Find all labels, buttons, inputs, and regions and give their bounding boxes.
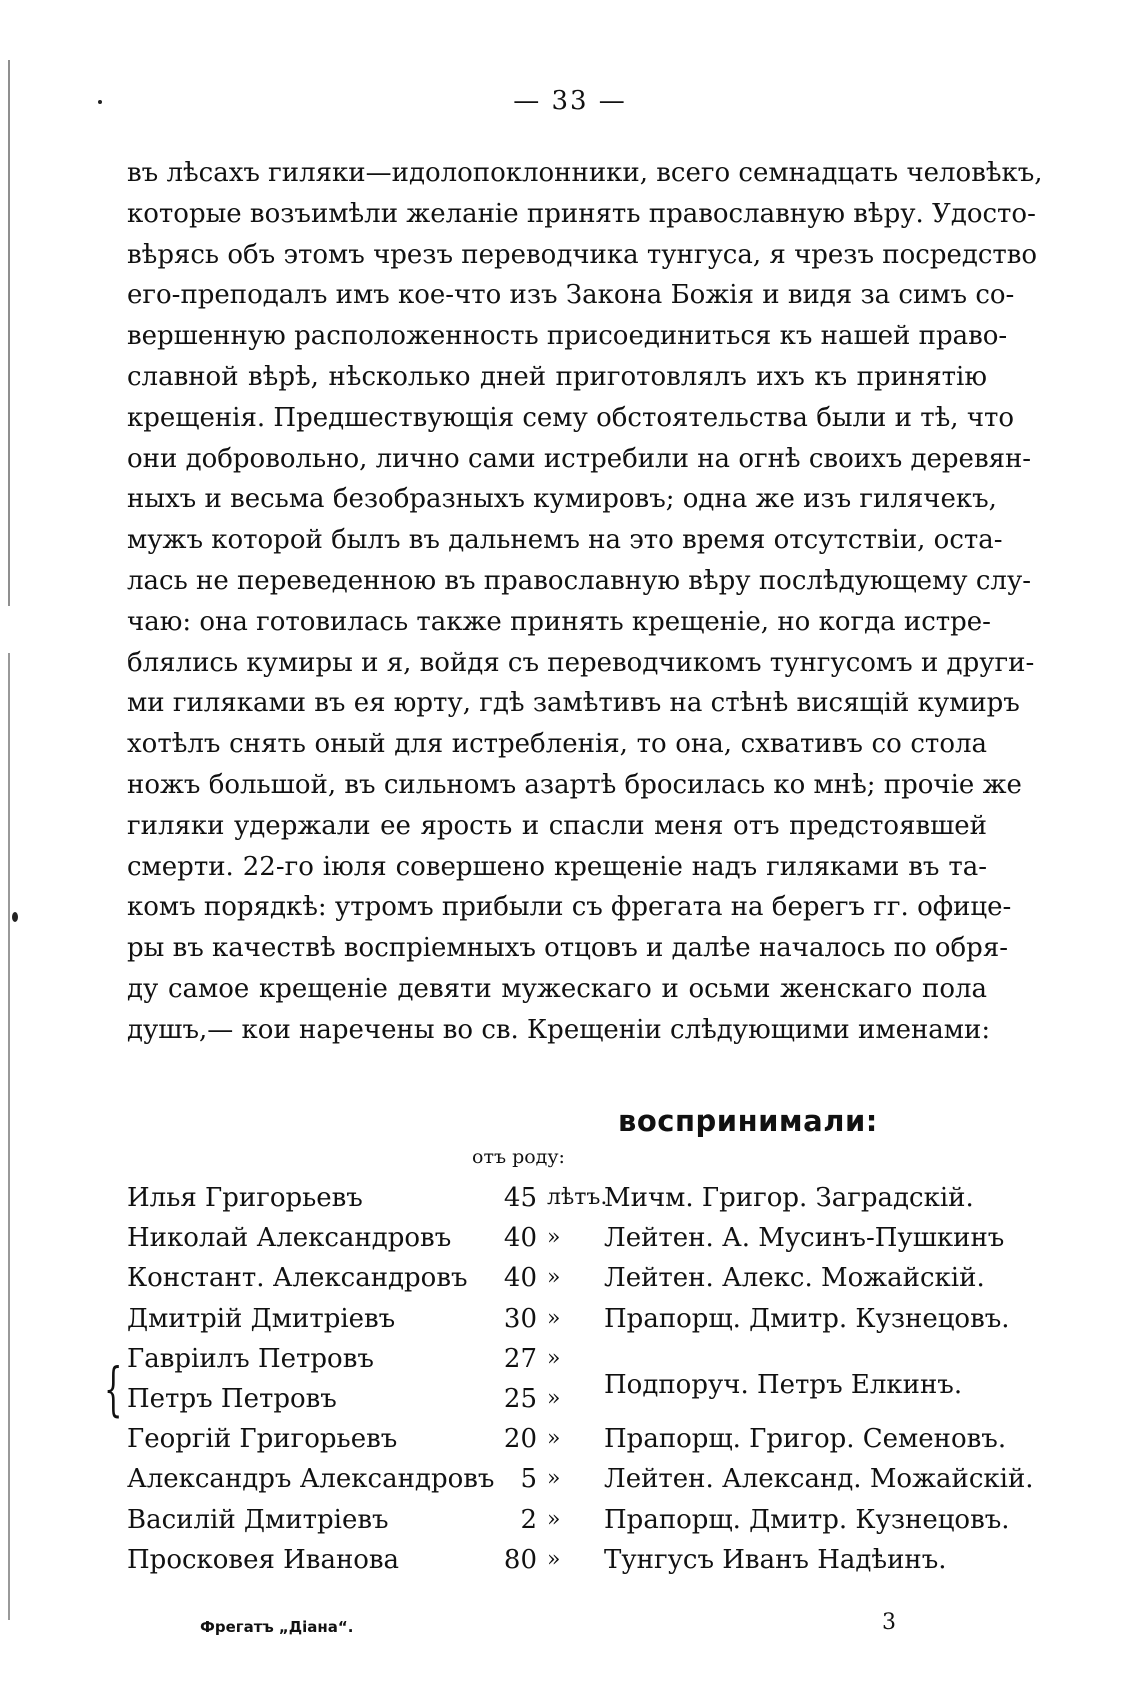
- table-row: [127, 1540, 997, 1580]
- paragraph-line: которые возъимѣли желаніе принять православную вѣру. Удосто-: [127, 198, 1036, 229]
- sponsor-name: Лейтен. А. Мусинъ-Пушкинъ: [604, 1223, 1005, 1254]
- paragraph-line: хотѣлъ снять оный для истребленія, то она, схвативъ со стола: [127, 729, 987, 760]
- person-age: 25: [503, 1383, 537, 1414]
- person-name: Петръ Петровъ: [127, 1383, 337, 1414]
- age-unit: »: [547, 1265, 561, 1291]
- paragraph-line: гиляки удержали ее ярость и спасли меня отъ предстоявшей: [127, 810, 987, 841]
- sponsor-name: Прапорщ. Дмитр. Кузнецовъ.: [604, 1303, 1010, 1334]
- paragraph-line: блялись кумиры и я, войдя съ переводчикомъ тунгусомъ и други-: [127, 647, 1035, 678]
- person-name: Дмитрій Дмитріевъ: [127, 1303, 396, 1334]
- table-row: [127, 1299, 1010, 1339]
- paragraph-line: крещенія. Предшествующія сему обстоятельства были и тѣ, что: [127, 402, 1015, 433]
- paragraph-line: они добровольно, лично сами истребили на огнѣ своихъ деревян-: [127, 443, 1032, 474]
- person-name: Илья Григорьевъ: [127, 1183, 363, 1213]
- paragraph-line: его-преподалъ имъ кое-что изъ Закона Божія и видя за симъ со-: [127, 280, 1015, 311]
- body-paragraph: [127, 153, 1043, 1051]
- sponsors-heading: воспринимали:: [618, 1104, 878, 1138]
- person-age: 5: [520, 1464, 537, 1495]
- person-name: Георгій Григорьевъ: [127, 1424, 398, 1455]
- table-row: [127, 1178, 997, 1218]
- paragraph-line: ду самое крещеніе девяти мужескаго и осьми женскаго пола: [127, 973, 987, 1004]
- table-row: [127, 1218, 1005, 1258]
- age-unit: »: [547, 1385, 561, 1411]
- sponsor-name: Лейтен. Александ. Можайскій.: [604, 1464, 1034, 1495]
- ink-spot: [12, 912, 18, 922]
- paragraph-line: славной вѣрѣ, нѣсколько дней приготовлялъ ихъ къ принятію: [127, 361, 987, 392]
- person-age: 40: [503, 1223, 537, 1254]
- age-unit: »: [547, 1506, 561, 1532]
- person-age: 40: [503, 1263, 537, 1294]
- age-unit: »: [547, 1305, 561, 1331]
- person-name: Николай Александровъ: [127, 1223, 452, 1254]
- person-age: 45: [503, 1183, 537, 1213]
- person-name: Александръ Александровъ: [127, 1464, 495, 1495]
- person-age: 27: [503, 1343, 537, 1374]
- paragraph-line: мужъ которой былъ въ дальнемъ на это время отсутствіи, оста-: [127, 525, 1003, 556]
- person-age: 30: [503, 1303, 537, 1334]
- age-unit: »: [547, 1345, 561, 1371]
- paragraph-line: смерти. 22-го іюля совершено крещеніе надъ гиляками въ та-: [127, 851, 987, 882]
- person-age: 2: [520, 1504, 537, 1535]
- sponsor-name: Мичм. Григор. Заградскій.: [604, 1183, 974, 1213]
- paragraph-line: вѣрясь объ этомъ чрезъ переводчика тунгуса, я чрезъ посредство: [127, 239, 1038, 270]
- table-row: [127, 1459, 1034, 1499]
- footer-title: Фрегатъ „Діана“.: [200, 1618, 354, 1636]
- age-unit: »: [547, 1546, 561, 1572]
- grouping-brace: {: [104, 1355, 123, 1423]
- table-row: [127, 1500, 1010, 1540]
- page-number: — 33 —: [513, 86, 627, 116]
- sponsor-name: Прапорщ. Дмитр. Кузнецовъ.: [604, 1504, 1010, 1535]
- paragraph-line: вершенную расположенность присоединиться къ нашей право-: [127, 321, 1008, 352]
- table-row: [127, 1258, 997, 1298]
- age-unit: »: [547, 1466, 561, 1492]
- age-unit: »: [547, 1225, 561, 1251]
- age-unit: »: [547, 1426, 561, 1452]
- person-name: Василій Дмитріевъ: [127, 1504, 389, 1535]
- paragraph-line: лась не переведенною въ православную вѣру послѣдующему слу-: [127, 565, 1032, 596]
- person-name: Просковея Иванова: [127, 1544, 400, 1575]
- paragraph-line: ныхъ и весьма безобразныхъ кумировъ; одна же изъ гилячекъ,: [127, 484, 997, 515]
- paragraph-line: душъ,— кои наречены во св. Крещеніи слѣдующими именами:: [127, 1014, 991, 1045]
- person-age: 20: [503, 1424, 537, 1455]
- age-column-header: отъ роду:: [472, 1146, 565, 1168]
- signature-mark: 3: [882, 1610, 896, 1635]
- paragraph-line: ножъ большой, въ сильномъ азартѣ бросилась ко мнѣ; прочіе же: [127, 769, 1022, 800]
- person-age: 80: [503, 1544, 537, 1575]
- person-name: Констант. Александровъ: [127, 1263, 468, 1294]
- table-row: [127, 1419, 1007, 1459]
- page-edge-line: [8, 60, 10, 1620]
- age-unit: лѣтъ.: [547, 1185, 608, 1210]
- paragraph-line: въ лѣсахъ гиляки—идолопоклонники, всего семнадцать человѣкъ,: [127, 158, 1043, 188]
- person-name: Гавріилъ Петровъ: [127, 1343, 374, 1374]
- sponsor-name: Лейтен. Алекс. Можайскій.: [604, 1263, 985, 1294]
- shared-sponsor: Подпоруч. Петръ Елкинъ.: [604, 1370, 963, 1400]
- paragraph-line: чаю: она готовилась также принять крещеніе, но когда истре-: [127, 606, 991, 637]
- sponsor-name: Тунгусъ Иванъ Надѣинъ.: [604, 1544, 947, 1575]
- paragraph-line: ми гиляками въ ея юрту, гдѣ замѣтивъ на стѣнѣ висящій кумиръ: [127, 688, 1020, 719]
- paragraph-line: ры въ качествѣ воспріемныхъ отцовъ и далѣе началось по обря-: [127, 933, 1009, 964]
- sponsor-name: Прапорщ. Григор. Семеновъ.: [604, 1424, 1007, 1455]
- paragraph-line: комъ порядкѣ: утромъ прибыли съ фрегата на берегъ гг. офице-: [127, 892, 1012, 923]
